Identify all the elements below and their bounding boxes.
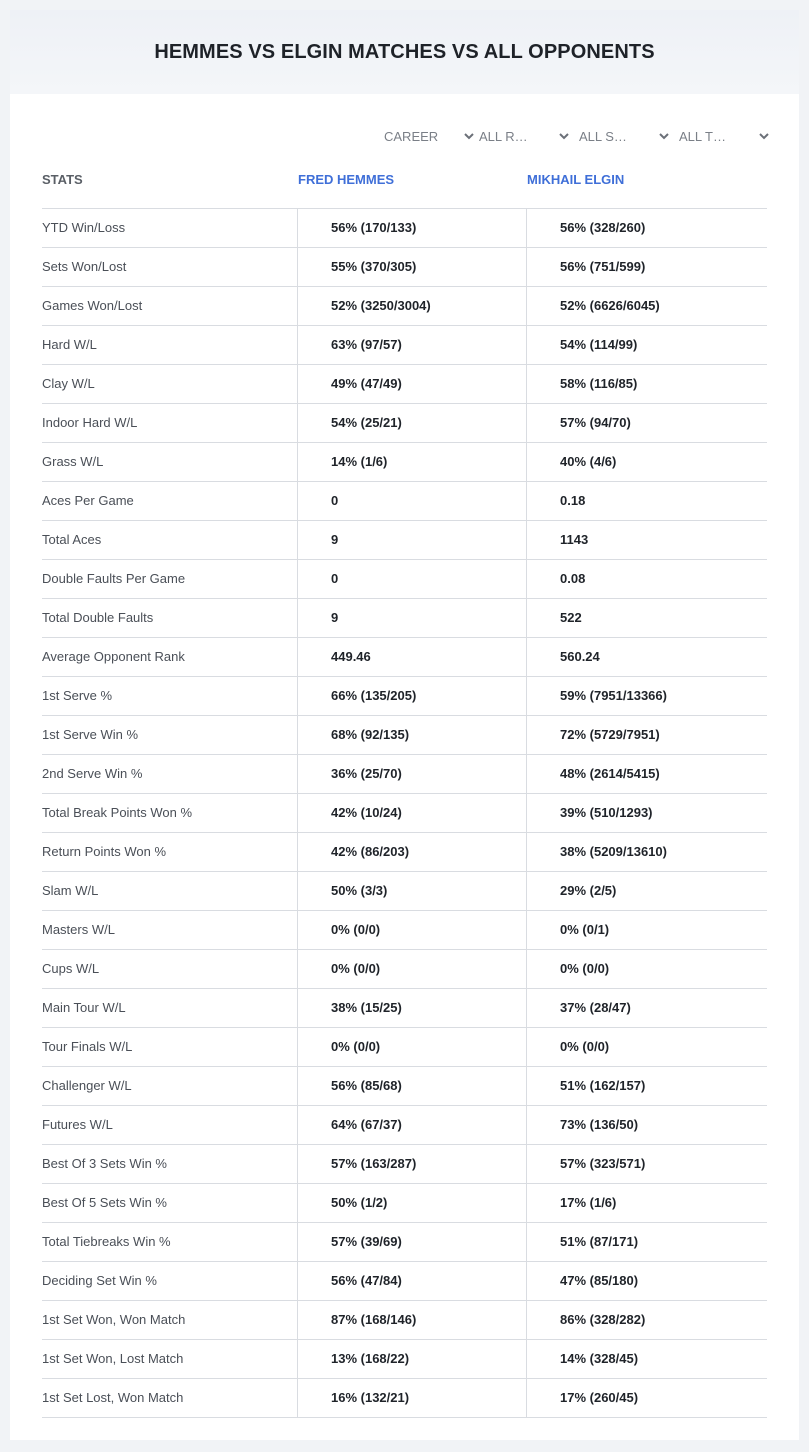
player2-value: 0.08 xyxy=(526,560,767,598)
table-row xyxy=(42,1145,767,1184)
player1-value: 54% (25/21) xyxy=(297,404,526,442)
player1-value: 42% (10/24) xyxy=(297,794,526,832)
filter-bar xyxy=(10,126,799,146)
table-row xyxy=(42,1379,767,1418)
stat-label: 1st Set Won, Won Match xyxy=(42,1312,186,1327)
table-row xyxy=(42,1184,767,1223)
table-row xyxy=(42,833,767,872)
stat-label: Sets Won/Lost xyxy=(42,259,127,274)
player2-value: 39% (510/1293) xyxy=(526,794,767,832)
table-row xyxy=(42,677,767,716)
player2-value: 52% (6626/6045) xyxy=(526,287,767,325)
table-row xyxy=(42,287,767,326)
player2-value: 56% (751/599) xyxy=(526,248,767,286)
player2-value: 17% (260/45) xyxy=(526,1379,767,1417)
player2-value: 29% (2/5) xyxy=(526,872,767,910)
stat-label: Indoor Hard W/L xyxy=(42,415,138,430)
player1-value: 68% (92/135) xyxy=(297,716,526,754)
player2-value: 72% (5729/7951) xyxy=(526,716,767,754)
stat-label: Futures W/L xyxy=(42,1117,113,1132)
player1-value: 50% (1/2) xyxy=(297,1184,526,1222)
player2-value: 54% (114/99) xyxy=(526,326,767,364)
player1-value: 36% (25/70) xyxy=(297,755,526,793)
player2-value: 522 xyxy=(526,599,767,637)
table-row xyxy=(42,443,767,482)
stat-label: 1st Set Lost, Won Match xyxy=(42,1390,184,1405)
table-row xyxy=(42,365,767,404)
stat-label: Total Tiebreaks Win % xyxy=(42,1234,171,1249)
table-row xyxy=(42,599,767,638)
player2-value: 86% (328/282) xyxy=(526,1301,767,1339)
table-row xyxy=(42,794,767,833)
stat-label: Hard W/L xyxy=(42,337,97,352)
chevron-down-icon xyxy=(757,129,771,143)
stat-label: Slam W/L xyxy=(42,883,99,898)
table-row xyxy=(42,1067,767,1106)
player1-value: 50% (3/3) xyxy=(297,872,526,910)
column-header-stats: STATS xyxy=(42,172,83,187)
player1-value: 87% (168/146) xyxy=(297,1301,526,1339)
stat-label: Best Of 3 Sets Win % xyxy=(42,1156,167,1171)
player2-value: 47% (85/180) xyxy=(526,1262,767,1300)
player2-value: 0% (0/0) xyxy=(526,950,767,988)
table-row xyxy=(42,248,767,287)
filter-label: CAREER xyxy=(384,128,439,144)
player1-value: 9 xyxy=(297,599,526,637)
table-row xyxy=(42,404,767,443)
stat-label: Deciding Set Win % xyxy=(42,1273,157,1288)
table-row xyxy=(42,560,767,599)
stat-label: Games Won/Lost xyxy=(42,298,143,313)
player2-value: 51% (162/157) xyxy=(526,1067,767,1105)
player2-value: 58% (116/85) xyxy=(526,365,767,403)
table-row xyxy=(42,716,767,755)
player1-value: 55% (370/305) xyxy=(297,248,526,286)
player2-value: 57% (323/571) xyxy=(526,1145,767,1183)
table-row xyxy=(42,989,767,1028)
card-header xyxy=(10,10,799,94)
table-row xyxy=(42,755,767,794)
column-header-player2[interactable]: MIKHAIL ELGIN xyxy=(527,172,625,187)
player2-value: 51% (87/171) xyxy=(526,1223,767,1261)
player1-value: 57% (39/69) xyxy=(297,1223,526,1261)
table-row xyxy=(42,1028,767,1067)
stat-label: Grass W/L xyxy=(42,454,104,469)
player1-value: 13% (168/22) xyxy=(297,1340,526,1378)
table-row xyxy=(42,1223,767,1262)
stat-label: Aces Per Game xyxy=(42,493,134,508)
player1-value: 38% (15/25) xyxy=(297,989,526,1027)
player1-value: 64% (67/37) xyxy=(297,1106,526,1144)
column-header-player1[interactable]: FRED HEMMES xyxy=(298,172,395,187)
player2-value: 0.18 xyxy=(526,482,767,520)
stat-label: YTD Win/Loss xyxy=(42,220,126,235)
stat-label: 1st Set Won, Lost Match xyxy=(42,1351,184,1366)
stat-label: Clay W/L xyxy=(42,376,95,391)
player1-value: 52% (3250/3004) xyxy=(297,287,526,325)
chevron-down-icon xyxy=(557,129,571,143)
filter-tour-select[interactable] xyxy=(679,126,771,146)
stat-label: Tour Finals W/L xyxy=(42,1039,133,1054)
player1-value: 0 xyxy=(297,560,526,598)
stat-label: Cups W/L xyxy=(42,961,100,976)
table-row xyxy=(42,1106,767,1145)
stat-label: Masters W/L xyxy=(42,922,115,937)
player1-value: 9 xyxy=(297,521,526,559)
player2-value: 37% (28/47) xyxy=(526,989,767,1027)
filter-label: ALL T… xyxy=(679,128,726,144)
player1-value: 57% (163/287) xyxy=(297,1145,526,1183)
stat-label: Total Break Points Won % xyxy=(42,805,193,820)
table-row xyxy=(42,950,767,989)
stat-label: Main Tour W/L xyxy=(42,1000,126,1015)
player1-value: 14% (1/6) xyxy=(297,443,526,481)
chevron-down-icon xyxy=(657,129,671,143)
stat-label: Total Aces xyxy=(42,532,102,547)
table-row xyxy=(42,1340,767,1379)
table-row xyxy=(42,209,767,248)
player2-value: 38% (5209/13610) xyxy=(526,833,767,871)
table-row xyxy=(42,911,767,950)
player2-value: 14% (328/45) xyxy=(526,1340,767,1378)
stat-label: Double Faults Per Game xyxy=(42,571,186,586)
filter-round-select[interactable] xyxy=(479,126,571,146)
filter-surface-select[interactable] xyxy=(579,126,671,146)
player1-value: 0 xyxy=(297,482,526,520)
stats-card xyxy=(10,10,799,1440)
player1-value: 56% (47/84) xyxy=(297,1262,526,1300)
table-row xyxy=(42,638,767,677)
player2-value: 0% (0/1) xyxy=(526,911,767,949)
table-row xyxy=(42,1301,767,1340)
player1-value: 16% (132/21) xyxy=(297,1379,526,1417)
player2-value: 48% (2614/5415) xyxy=(526,755,767,793)
stat-label: Return Points Won % xyxy=(42,844,167,859)
stat-label: Challenger W/L xyxy=(42,1078,132,1093)
player1-value: 66% (135/205) xyxy=(297,677,526,715)
stat-label: Best Of 5 Sets Win % xyxy=(42,1195,167,1210)
player1-value: 56% (85/68) xyxy=(297,1067,526,1105)
player1-value: 49% (47/49) xyxy=(297,365,526,403)
table-row xyxy=(42,521,767,560)
player1-value: 0% (0/0) xyxy=(297,950,526,988)
player2-value: 17% (1/6) xyxy=(526,1184,767,1222)
stat-label: 1st Serve % xyxy=(42,688,113,703)
player1-value: 42% (86/203) xyxy=(297,833,526,871)
table-row xyxy=(42,482,767,521)
table-row xyxy=(42,872,767,911)
player2-value: 57% (94/70) xyxy=(526,404,767,442)
player1-value: 0% (0/0) xyxy=(297,1028,526,1066)
player2-value: 73% (136/50) xyxy=(526,1106,767,1144)
stat-label: Total Double Faults xyxy=(42,610,154,625)
player2-value: 0% (0/0) xyxy=(526,1028,767,1066)
player1-value: 56% (170/133) xyxy=(297,209,526,247)
player1-value: 63% (97/57) xyxy=(297,326,526,364)
table-row xyxy=(42,326,767,365)
player2-value: 40% (4/6) xyxy=(526,443,767,481)
stats-table xyxy=(42,208,767,1418)
player2-value: 560.24 xyxy=(526,638,767,676)
player1-value: 449.46 xyxy=(297,638,526,676)
player2-value: 59% (7951/13366) xyxy=(526,677,767,715)
filter-career-select[interactable] xyxy=(384,126,476,146)
chevron-down-icon xyxy=(462,129,476,143)
stat-label: Average Opponent Rank xyxy=(42,649,185,664)
player2-value: 1143 xyxy=(526,521,767,559)
player1-value: 0% (0/0) xyxy=(297,911,526,949)
stat-label: 1st Serve Win % xyxy=(42,727,139,742)
filter-label: ALL R… xyxy=(479,128,528,144)
page-title: HEMMES VS ELGIN MATCHES VS ALL OPPONENTS xyxy=(154,40,655,63)
player2-value: 56% (328/260) xyxy=(526,209,767,247)
filter-label: ALL S… xyxy=(579,128,627,144)
stat-label: 2nd Serve Win % xyxy=(42,766,143,781)
table-row xyxy=(42,1262,767,1301)
